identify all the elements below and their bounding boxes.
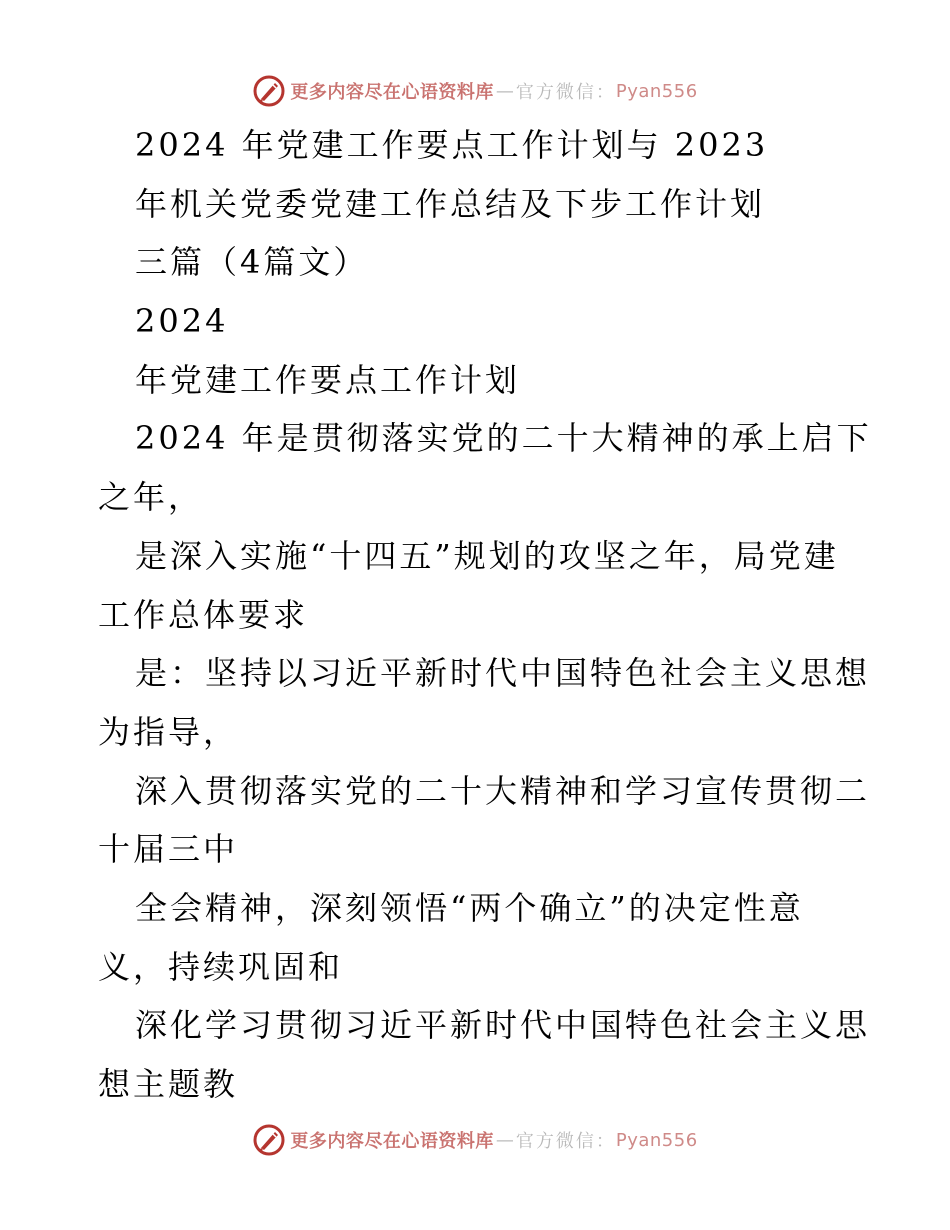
paragraph-line: 之年， [98,478,204,517]
paragraph-line: 工作总体要求 [98,595,309,634]
watermark-wechat-label: 官方微信： [515,82,616,103]
paragraph-line: 深化学习贯彻习近平新时代中国特色社会主义思 [135,1006,871,1045]
header-watermark [0,71,950,111]
section-heading-line-2: 年党建工作要点工作计划 [135,360,521,399]
paragraph-line: 是深入实施“十四五”规划的攻坚之年，局党建 [135,536,839,575]
paragraph-line: 为指导， [98,712,239,751]
watermark-wechat-label: 官方微信： [515,1131,616,1152]
title-line-1: 2024 年党建工作要点工作计划与 2023 [135,126,769,164]
paragraph-line: 想主题教 [98,1065,239,1103]
paragraph-line: 深入贯彻落实党的二十大精神和学习宣传贯彻二 [135,771,871,810]
paragraph-line: 义，持续巩固和 [98,947,344,986]
watermark-dash: — [495,80,514,102]
paragraph-line: 2024 年是贯彻落实党的二十大精神的承上启下 [135,419,872,458]
pen-logo-icon [252,1123,286,1157]
title-line-3: 三篇（4篇文） [135,243,369,282]
title-line-2: 年机关党委党建工作总结及下步工作计划 [135,184,766,223]
watermark-wechat-id: Pyan556 [615,1129,698,1151]
watermark-wechat-id: Pyan556 [615,80,698,102]
pen-logo-icon [252,74,286,108]
paragraph-line: 全会精神，深刻领悟“两个确立”的决定性意 [135,888,804,927]
section-heading-line-1: 2024 [135,302,229,341]
paragraph-line: 是：坚持以习近平新时代中国特色社会主义思想 [135,654,871,693]
footer-watermark [0,1120,950,1160]
watermark-dash: — [495,1129,514,1151]
watermark-text: 更多内容尽在心语资料库 [290,82,494,103]
paragraph-line: 十届三中 [98,830,239,869]
document-body [98,116,872,1114]
watermark-text: 更多内容尽在心语资料库 [290,1131,494,1152]
